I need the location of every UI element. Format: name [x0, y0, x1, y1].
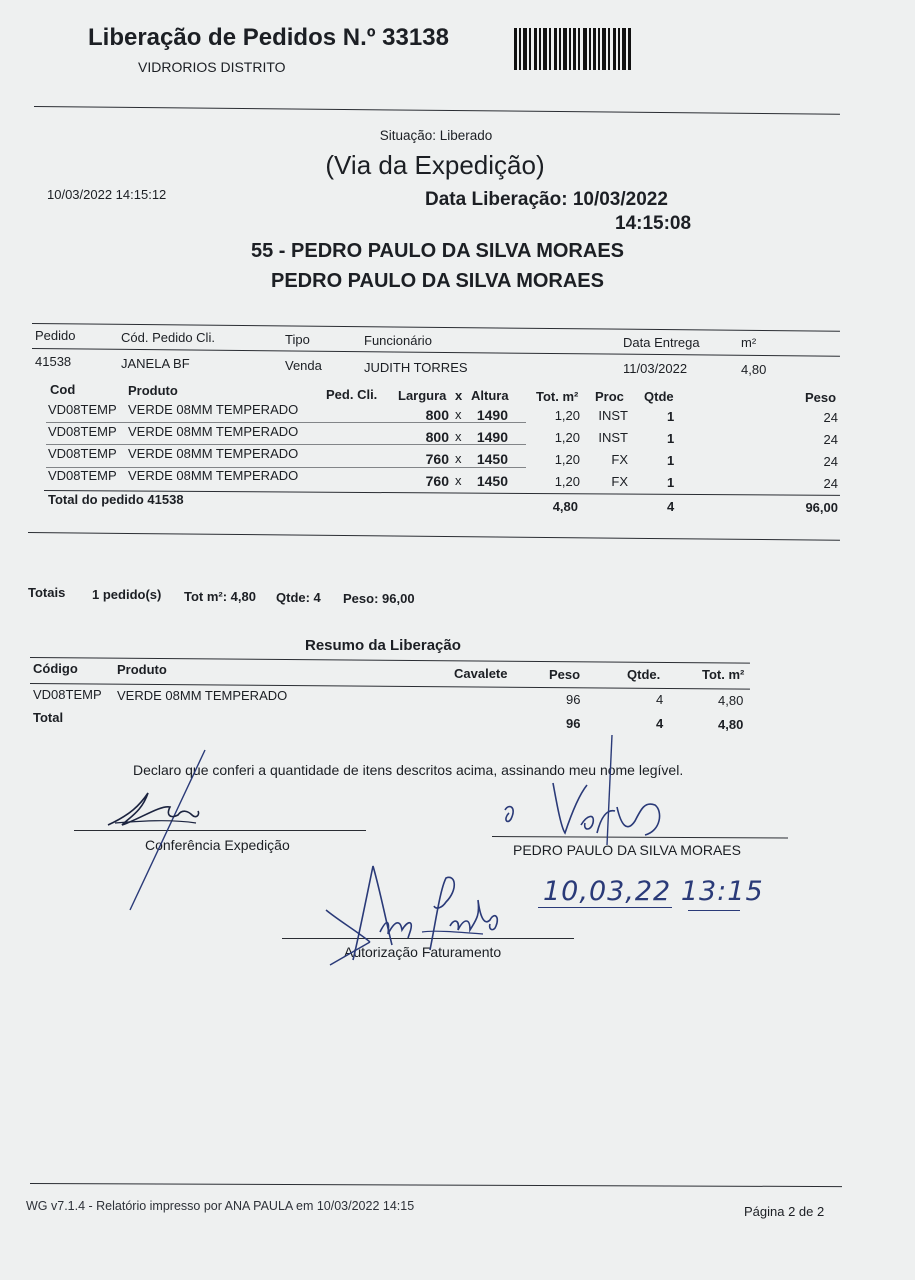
client-sign-label: PEDRO PAULO DA SILVA MORAES [513, 842, 741, 858]
item-altura: 1450 [476, 451, 508, 467]
item-tot-m2: 1,20 [554, 430, 580, 445]
handwritten-time-underline [688, 910, 740, 911]
client-line-2: PEDRO PAULO DA SILVA MORAES [271, 270, 604, 292]
order-data-entrega: 11/03/2022 [623, 361, 688, 376]
printed-datetime: 10/03/2022 14:15:12 [47, 187, 167, 202]
totals-qtde: Qtde: 4 [276, 590, 321, 605]
item-x: x [455, 473, 462, 488]
item-altura: 1450 [476, 473, 508, 489]
item-cod: VD08TEMP [48, 424, 117, 439]
item-tot-m2: 1,20 [554, 474, 580, 489]
resumo-tot-m2: 4,80 [718, 693, 744, 708]
totals-m2: Tot m²: 4,80 [184, 589, 256, 604]
handwritten-date: 10,03,22 13:15 [543, 876, 764, 907]
items-header-qtde: Qtde [644, 389, 674, 404]
order-header-m2: m² [741, 335, 757, 350]
data-liberacao-time: 14:15:08 [615, 213, 692, 234]
item-proc: INST [598, 430, 628, 445]
resumo-title: Resumo da Liberação [305, 637, 461, 654]
item-tot-m2: 1,20 [554, 408, 580, 423]
resumo-total-tot-m2: 4,80 [718, 717, 744, 732]
item-tot-m2: 1,20 [554, 452, 580, 467]
item-produto: VERDE 08MM TEMPERADO [128, 424, 299, 439]
item-cod: VD08TEMP [48, 468, 117, 483]
resumo-codigo: VD08TEMP [33, 687, 102, 702]
items-header-cod: Cod [50, 382, 76, 397]
items-total-peso: 96,00 [805, 500, 838, 515]
resumo-header-codigo: Código [33, 661, 78, 676]
item-qtde: 1 [667, 431, 675, 446]
item-row-divider [46, 422, 526, 423]
item-proc: FX [611, 452, 628, 467]
order-pedido: 41538 [35, 354, 72, 369]
item-largura: 760 [425, 451, 449, 467]
items-header-produto: Produto [128, 383, 178, 398]
item-largura: 800 [425, 407, 449, 423]
resumo-header-qtde: Qtde. [627, 667, 661, 682]
item-produto: VERDE 08MM TEMPERADO [128, 402, 299, 417]
items-header-proc: Proc [595, 389, 624, 404]
resumo-peso: 96 [566, 692, 581, 707]
item-qtde: 1 [667, 475, 675, 490]
items-bottom-line [28, 532, 840, 541]
totals-pedidos: 1 pedido(s) [92, 587, 162, 602]
items-header-ped-cli: Ped. Cli. [326, 387, 378, 402]
resumo-total-label: Total [33, 710, 64, 725]
order-header-data-entrega: Data Entrega [623, 335, 700, 350]
item-qtde: 1 [667, 453, 675, 468]
item-row-divider [46, 467, 526, 468]
order-funcionario: JUDITH TORRES [364, 360, 468, 375]
item-peso: 24 [823, 432, 838, 447]
items-header-peso: Peso [805, 390, 837, 405]
resumo-header-peso: Peso [549, 667, 581, 682]
item-x: x [455, 407, 462, 422]
resumo-total-qtde: 4 [656, 716, 664, 731]
item-proc: INST [598, 408, 628, 423]
item-qtde: 1 [667, 409, 675, 424]
totals-label: Totais [28, 585, 66, 600]
item-altura: 1490 [476, 407, 508, 423]
totals-peso: Peso: 96,00 [343, 591, 415, 606]
item-peso: 24 [823, 410, 838, 425]
item-proc: FX [611, 474, 628, 489]
items-header-tot-m2: Tot. m² [536, 389, 579, 404]
order-cod-cli: JANELA BF [121, 356, 190, 371]
item-produto: VERDE 08MM TEMPERADO [128, 446, 299, 461]
report-title: Liberação de Pedidos N.º 33138 [88, 24, 449, 51]
order-m2: 4,80 [741, 362, 767, 377]
footer-page: Página 2 de 2 [744, 1204, 825, 1219]
order-header-pedido: Pedido [35, 328, 76, 343]
item-x: x [455, 429, 462, 444]
item-largura: 760 [425, 473, 449, 489]
conferencia-signature [100, 745, 220, 915]
item-peso: 24 [823, 476, 838, 491]
conferencia-label: Conferência Expedição [145, 837, 290, 853]
items-total-m2: 4,80 [552, 499, 578, 514]
footer-printed-by: WG v7.1.4 - Relatório impresso por ANA PAULA em 10/03/2022 14:15 [26, 1199, 415, 1213]
footer-line [30, 1183, 842, 1187]
item-peso: 24 [823, 454, 838, 469]
via-label: (Via da Expedição) [325, 150, 545, 180]
items-total-qtde: 4 [667, 499, 675, 514]
item-row-divider [46, 444, 526, 445]
barcode [514, 28, 656, 70]
item-produto: VERDE 08MM TEMPERADO [128, 468, 299, 483]
order-tipo: Venda [285, 358, 322, 373]
order-header-cod-cli: Cód. Pedido Cli. [121, 330, 215, 345]
items-header-x: x [455, 388, 463, 403]
resumo-produto: VERDE 08MM TEMPERADO [117, 688, 288, 703]
resumo-header-tot-m2: Tot. m² [702, 667, 745, 682]
situacao-label: Situação: Liberado [379, 128, 493, 143]
header-divider [34, 106, 840, 115]
client-line-1: 55 - PEDRO PAULO DA SILVA MORAES [251, 240, 624, 262]
autorizacao-label: Autorização Faturamento [344, 944, 502, 960]
resumo-total-peso: 96 [566, 716, 581, 731]
handwritten-date-underline [538, 907, 672, 908]
items-header-largura: Largura [398, 388, 447, 403]
declaration-text: Declaro que conferi a quantidade de itens descritos acima, assinando meu nome legível. [133, 762, 684, 778]
item-largura: 800 [425, 429, 449, 445]
company-name: VIDRORIOS DISTRITO [138, 59, 286, 75]
order-header-tipo: Tipo [285, 332, 310, 347]
item-cod: VD08TEMP [48, 402, 117, 417]
data-liberacao: Data Liberação: 10/03/2022 [425, 189, 668, 210]
ana-paula-signature [318, 860, 518, 970]
items-total-label: Total do pedido 41538 [48, 492, 184, 507]
item-x: x [455, 451, 462, 466]
resumo-header-cavalete: Cavalete [454, 666, 508, 681]
item-altura: 1490 [476, 429, 508, 445]
resumo-qtde: 4 [656, 692, 664, 707]
items-header-altura: Altura [471, 388, 509, 403]
pedro-signature [495, 735, 670, 845]
item-cod: VD08TEMP [48, 446, 117, 461]
resumo-header-produto: Produto [117, 662, 167, 677]
order-header-funcionario: Funcionário [364, 333, 432, 348]
